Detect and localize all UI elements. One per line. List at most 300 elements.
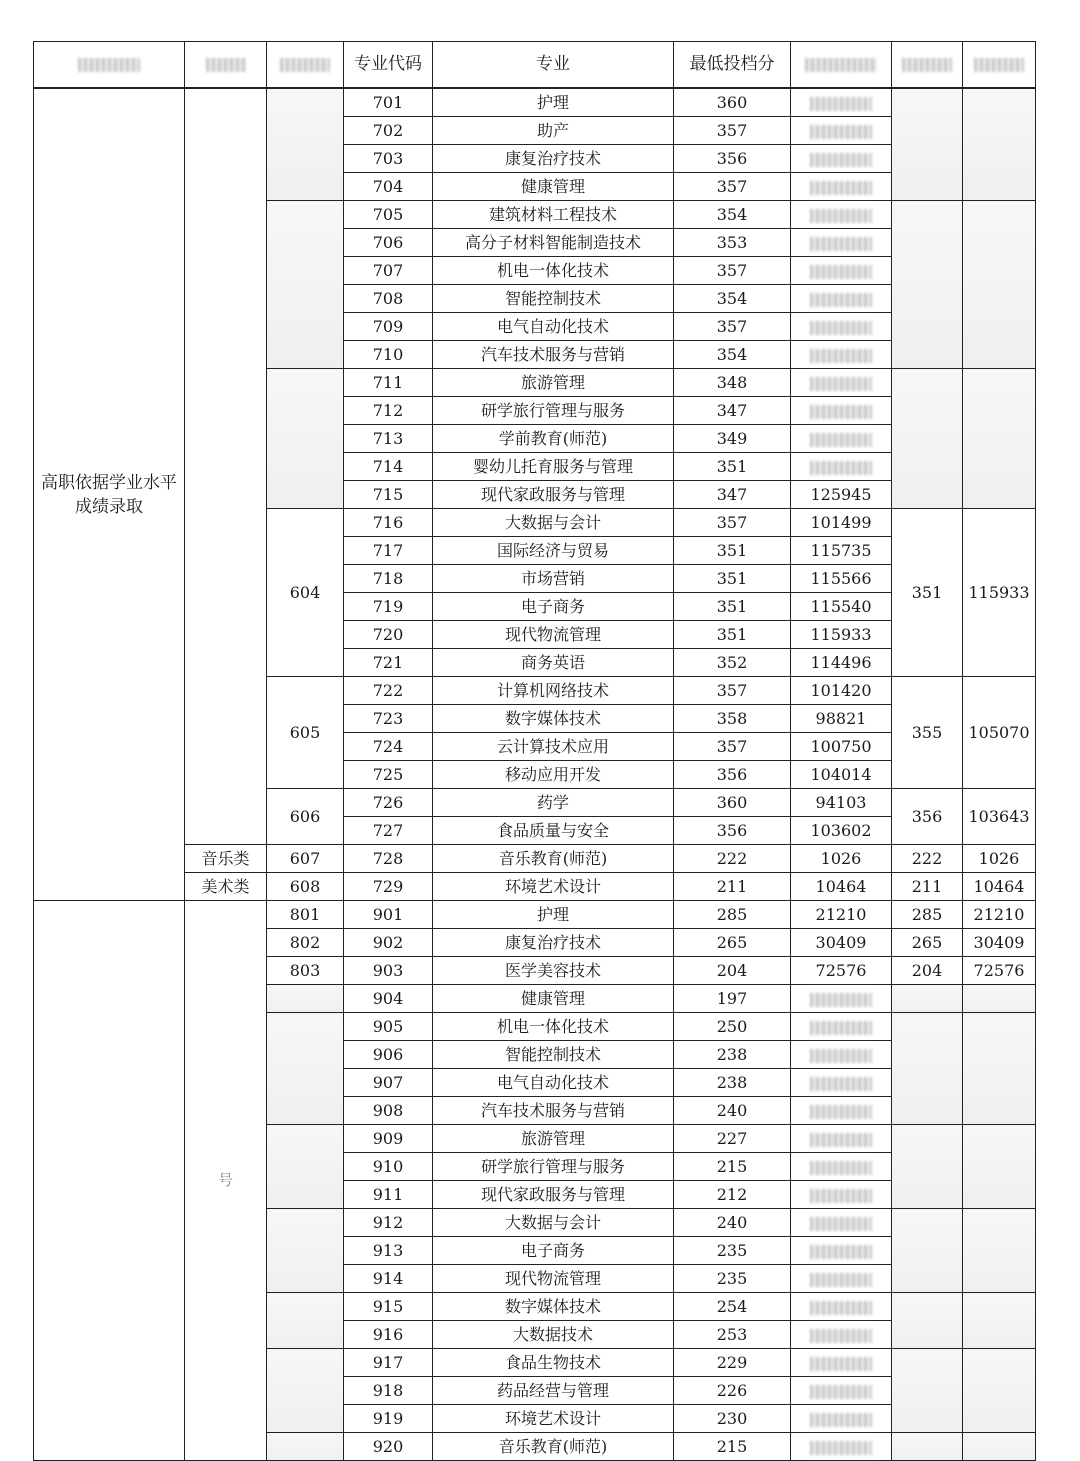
category-music: 音乐类 xyxy=(185,845,267,873)
min-rank: 98821 xyxy=(791,705,892,733)
group-min-score-redacted xyxy=(892,1125,963,1209)
major-name: 护理 xyxy=(433,901,674,929)
major-code: 724 xyxy=(344,733,433,761)
min-score: 357 xyxy=(674,509,791,537)
major-code: 920 xyxy=(344,1433,433,1461)
group-min-rank-redacted xyxy=(963,201,1036,369)
major-name: 电子商务 xyxy=(433,1237,674,1265)
major-code: 726 xyxy=(344,789,433,817)
min-rank-redacted xyxy=(791,1013,892,1041)
min-score: 357 xyxy=(674,313,791,341)
group-code-redacted xyxy=(267,1013,344,1125)
group-min-rank: 103643 xyxy=(963,789,1036,845)
min-rank: 115735 xyxy=(791,537,892,565)
min-score: 347 xyxy=(674,397,791,425)
major-name: 旅游管理 xyxy=(433,369,674,397)
table-row xyxy=(34,845,1036,873)
group-min-score-redacted xyxy=(892,1433,963,1461)
major-name: 电气自动化技术 xyxy=(433,313,674,341)
group-min-score-redacted xyxy=(892,985,963,1013)
major-code: 716 xyxy=(344,509,433,537)
major-code: 715 xyxy=(344,481,433,509)
group-code: 803 xyxy=(267,957,344,985)
min-rank-redacted xyxy=(791,1293,892,1321)
major-name: 婴幼儿托育服务与管理 xyxy=(433,453,674,481)
redacted-mark xyxy=(810,461,872,475)
redacted-mark xyxy=(810,1273,872,1287)
min-rank: 101420 xyxy=(791,677,892,705)
redacted-mark xyxy=(810,125,872,139)
major-name: 大数据与会计 xyxy=(433,509,674,537)
major-name: 智能控制技术 xyxy=(433,285,674,313)
min-rank-redacted xyxy=(791,1153,892,1181)
group-code-redacted xyxy=(267,1209,344,1293)
redacted-mark xyxy=(810,1301,872,1315)
min-score: 204 xyxy=(674,957,791,985)
min-rank-redacted xyxy=(791,1181,892,1209)
group-code-redacted xyxy=(267,985,344,1013)
major-name: 国际经济与贸易 xyxy=(433,537,674,565)
min-score: 352 xyxy=(674,649,791,677)
major-code: 909 xyxy=(344,1125,433,1153)
major-code: 906 xyxy=(344,1041,433,1069)
major-code: 902 xyxy=(344,929,433,957)
min-rank: 104014 xyxy=(791,761,892,789)
min-score: 353 xyxy=(674,229,791,257)
min-score: 360 xyxy=(674,789,791,817)
header-row xyxy=(34,42,1036,89)
min-rank-redacted xyxy=(791,1041,892,1069)
min-score: 285 xyxy=(674,901,791,929)
group-code-redacted xyxy=(267,201,344,369)
min-rank: 10464 xyxy=(791,873,892,901)
redacted-mark xyxy=(810,1329,872,1343)
major-name: 高分子材料智能制造技术 xyxy=(433,229,674,257)
min-rank: 21210 xyxy=(791,901,892,929)
min-score: 230 xyxy=(674,1405,791,1433)
table-row xyxy=(34,88,1036,117)
group-min-score-redacted xyxy=(892,1349,963,1433)
category-art: 美术类 xyxy=(185,873,267,901)
major-name: 现代物流管理 xyxy=(433,1265,674,1293)
min-rank-redacted xyxy=(791,117,892,145)
major-code: 720 xyxy=(344,621,433,649)
major-name: 食品质量与安全 xyxy=(433,817,674,845)
category-mark: 号 xyxy=(185,901,267,1461)
group-min-score: 222 xyxy=(892,845,963,873)
min-rank-redacted xyxy=(791,985,892,1013)
group-min-score-redacted xyxy=(892,88,963,201)
redacted-mark xyxy=(810,1413,872,1427)
group-min-score-redacted xyxy=(892,1209,963,1293)
min-rank-redacted xyxy=(791,341,892,369)
major-name: 食品生物技术 xyxy=(433,1349,674,1377)
major-name: 研学旅行管理与服务 xyxy=(433,1153,674,1181)
min-score: 215 xyxy=(674,1433,791,1461)
min-rank-redacted xyxy=(791,1349,892,1377)
group-min-rank-redacted xyxy=(963,1293,1036,1349)
major-name: 研学旅行管理与服务 xyxy=(433,397,674,425)
redacted-mark xyxy=(810,1441,872,1455)
redacted-mark xyxy=(810,433,872,447)
min-score: 235 xyxy=(674,1265,791,1293)
major-name: 大数据与会计 xyxy=(433,1209,674,1237)
group-min-rank: 115933 xyxy=(963,509,1036,677)
category-cell-blank xyxy=(185,88,267,845)
min-score: 357 xyxy=(674,173,791,201)
group-min-rank-redacted xyxy=(963,1125,1036,1209)
redacted-mark xyxy=(810,349,872,363)
major-name: 移动应用开发 xyxy=(433,761,674,789)
min-score: 240 xyxy=(674,1097,791,1125)
min-score: 227 xyxy=(674,1125,791,1153)
min-rank-redacted xyxy=(791,173,892,201)
major-code: 717 xyxy=(344,537,433,565)
redacted-mark xyxy=(810,377,872,391)
header-major: 专业 xyxy=(433,42,674,89)
min-rank-redacted xyxy=(791,1209,892,1237)
group-code-redacted xyxy=(267,1349,344,1433)
min-score: 349 xyxy=(674,425,791,453)
group-min-score: 355 xyxy=(892,677,963,789)
major-name: 汽车技术服务与营销 xyxy=(433,341,674,369)
min-score: 351 xyxy=(674,565,791,593)
major-code: 914 xyxy=(344,1265,433,1293)
major-code: 710 xyxy=(344,341,433,369)
major-name: 医学美容技术 xyxy=(433,957,674,985)
group-min-rank-redacted xyxy=(963,88,1036,201)
redacted-mark xyxy=(810,993,872,1007)
group-code: 606 xyxy=(267,789,344,845)
redacted-mark xyxy=(810,1189,872,1203)
min-rank-redacted xyxy=(791,88,892,117)
min-rank-redacted xyxy=(791,1321,892,1349)
min-rank: 114496 xyxy=(791,649,892,677)
group-code: 607 xyxy=(267,845,344,873)
redacted-mark xyxy=(810,1105,872,1119)
group-min-rank-redacted xyxy=(963,369,1036,509)
table-row xyxy=(34,901,1036,929)
group-min-rank: 1026 xyxy=(963,845,1036,873)
group-min-score: 265 xyxy=(892,929,963,957)
major-code: 907 xyxy=(344,1069,433,1097)
min-rank-redacted xyxy=(791,145,892,173)
major-name: 智能控制技术 xyxy=(433,1041,674,1069)
major-code: 910 xyxy=(344,1153,433,1181)
min-rank-redacted xyxy=(791,1265,892,1293)
major-code: 709 xyxy=(344,313,433,341)
redacted-mark xyxy=(810,405,872,419)
min-rank-redacted xyxy=(791,1405,892,1433)
min-rank-redacted xyxy=(791,397,892,425)
header-cell-blank-9 xyxy=(963,42,1036,89)
major-code: 722 xyxy=(344,677,433,705)
major-code: 714 xyxy=(344,453,433,481)
min-rank-redacted xyxy=(791,1433,892,1461)
min-rank-redacted xyxy=(791,1125,892,1153)
major-name: 旅游管理 xyxy=(433,1125,674,1153)
group-min-rank-redacted xyxy=(963,1349,1036,1433)
min-rank-redacted xyxy=(791,425,892,453)
major-code: 723 xyxy=(344,705,433,733)
major-name: 康复治疗技术 xyxy=(433,145,674,173)
major-code: 719 xyxy=(344,593,433,621)
major-name: 汽车技术服务与营销 xyxy=(433,1097,674,1125)
major-code: 728 xyxy=(344,845,433,873)
header-major-code: 专业代码 xyxy=(344,42,433,89)
major-name: 数字媒体技术 xyxy=(433,705,674,733)
group-code-redacted xyxy=(267,88,344,201)
min-score: 357 xyxy=(674,117,791,145)
min-score: 358 xyxy=(674,705,791,733)
major-name: 药学 xyxy=(433,789,674,817)
min-score: 351 xyxy=(674,621,791,649)
major-code: 901 xyxy=(344,901,433,929)
group-min-rank-redacted xyxy=(963,1433,1036,1461)
major-code: 727 xyxy=(344,817,433,845)
min-score: 356 xyxy=(674,145,791,173)
min-rank: 115933 xyxy=(791,621,892,649)
min-rank-redacted xyxy=(791,1237,892,1265)
group-min-score: 351 xyxy=(892,509,963,677)
min-score: 238 xyxy=(674,1041,791,1069)
redacted-mark xyxy=(810,181,872,195)
min-score: 235 xyxy=(674,1237,791,1265)
group-min-rank-redacted xyxy=(963,985,1036,1013)
min-rank: 115540 xyxy=(791,593,892,621)
group-code: 608 xyxy=(267,873,344,901)
header-cell-blank-3 xyxy=(267,42,344,89)
redacted-mark xyxy=(810,1021,872,1035)
group-min-score: 285 xyxy=(892,901,963,929)
min-score: 357 xyxy=(674,733,791,761)
min-score: 229 xyxy=(674,1349,791,1377)
group-code: 802 xyxy=(267,929,344,957)
admission-score-table-sheet xyxy=(33,41,1035,1461)
redacted-mark xyxy=(810,1245,872,1259)
major-code: 713 xyxy=(344,425,433,453)
min-rank-redacted xyxy=(791,229,892,257)
header-cell-blank-1 xyxy=(34,42,185,89)
min-score: 357 xyxy=(674,257,791,285)
redacted-mark xyxy=(810,293,872,307)
min-score: 356 xyxy=(674,761,791,789)
major-name: 建筑材料工程技术 xyxy=(433,201,674,229)
min-rank-redacted xyxy=(791,453,892,481)
min-score: 354 xyxy=(674,285,791,313)
major-code: 706 xyxy=(344,229,433,257)
major-name: 计算机网络技术 xyxy=(433,677,674,705)
group-code-redacted xyxy=(267,1293,344,1349)
min-rank-redacted xyxy=(791,313,892,341)
major-name: 护理 xyxy=(433,88,674,117)
min-rank-redacted xyxy=(791,1377,892,1405)
major-code: 915 xyxy=(344,1293,433,1321)
major-name: 健康管理 xyxy=(433,173,674,201)
min-score: 250 xyxy=(674,1013,791,1041)
major-code: 703 xyxy=(344,145,433,173)
major-name: 现代物流管理 xyxy=(433,621,674,649)
major-code: 729 xyxy=(344,873,433,901)
min-rank-redacted xyxy=(791,257,892,285)
min-rank: 1026 xyxy=(791,845,892,873)
min-rank-redacted xyxy=(791,285,892,313)
group-min-rank: 21210 xyxy=(963,901,1036,929)
min-score: 226 xyxy=(674,1377,791,1405)
major-code: 908 xyxy=(344,1097,433,1125)
min-rank: 115566 xyxy=(791,565,892,593)
major-name: 现代家政服务与管理 xyxy=(433,481,674,509)
major-code: 725 xyxy=(344,761,433,789)
major-name: 云计算技术应用 xyxy=(433,733,674,761)
group-code: 604 xyxy=(267,509,344,677)
major-name: 健康管理 xyxy=(433,985,674,1013)
redacted-mark xyxy=(810,1133,872,1147)
major-name: 助产 xyxy=(433,117,674,145)
admission-score-table xyxy=(33,41,1036,1461)
major-code: 712 xyxy=(344,397,433,425)
group-min-score-redacted xyxy=(892,201,963,369)
major-name: 数字媒体技术 xyxy=(433,1293,674,1321)
major-name: 音乐教育(师范) xyxy=(433,845,674,873)
redacted-mark xyxy=(810,237,872,251)
major-code: 705 xyxy=(344,201,433,229)
min-rank-redacted xyxy=(791,201,892,229)
major-code: 704 xyxy=(344,173,433,201)
group-min-rank: 105070 xyxy=(963,677,1036,789)
major-code: 912 xyxy=(344,1209,433,1237)
major-code: 711 xyxy=(344,369,433,397)
min-rank-redacted xyxy=(791,1097,892,1125)
group-code-redacted xyxy=(267,1125,344,1209)
header-min-score: 最低投档分 xyxy=(674,42,791,89)
major-name: 环境艺术设计 xyxy=(433,873,674,901)
major-code: 718 xyxy=(344,565,433,593)
major-name: 电气自动化技术 xyxy=(433,1069,674,1097)
table-row xyxy=(34,873,1036,901)
min-score: 253 xyxy=(674,1321,791,1349)
min-score: 197 xyxy=(674,985,791,1013)
min-score: 351 xyxy=(674,593,791,621)
group-min-score: 204 xyxy=(892,957,963,985)
min-score: 354 xyxy=(674,201,791,229)
header-cell-blank-7 xyxy=(791,42,892,89)
redacted-mark xyxy=(810,1357,872,1371)
min-score: 254 xyxy=(674,1293,791,1321)
min-score: 348 xyxy=(674,369,791,397)
group-code: 605 xyxy=(267,677,344,789)
min-score: 238 xyxy=(674,1069,791,1097)
redacted-mark xyxy=(810,97,872,111)
major-name: 机电一体化技术 xyxy=(433,1013,674,1041)
min-rank: 103602 xyxy=(791,817,892,845)
group-min-rank: 30409 xyxy=(963,929,1036,957)
redacted-mark xyxy=(810,209,872,223)
min-rank: 94103 xyxy=(791,789,892,817)
min-rank: 101499 xyxy=(791,509,892,537)
group-min-score: 356 xyxy=(892,789,963,845)
group-min-score-redacted xyxy=(892,1293,963,1349)
group-code-redacted xyxy=(267,1433,344,1461)
major-code: 919 xyxy=(344,1405,433,1433)
min-rank-redacted xyxy=(791,369,892,397)
min-score: 357 xyxy=(674,677,791,705)
redacted-mark xyxy=(810,321,872,335)
min-score: 354 xyxy=(674,341,791,369)
table-body xyxy=(34,88,1036,1461)
header-cell-blank-8 xyxy=(892,42,963,89)
min-rank: 30409 xyxy=(791,929,892,957)
min-rank-redacted xyxy=(791,1069,892,1097)
redacted-mark xyxy=(810,1077,872,1091)
group-min-rank: 10464 xyxy=(963,873,1036,901)
redacted-mark xyxy=(810,1217,872,1231)
redacted-mark xyxy=(810,265,872,279)
min-score: 351 xyxy=(674,537,791,565)
min-score: 212 xyxy=(674,1181,791,1209)
min-score: 351 xyxy=(674,453,791,481)
min-score: 215 xyxy=(674,1153,791,1181)
major-name: 电子商务 xyxy=(433,593,674,621)
major-code: 911 xyxy=(344,1181,433,1209)
redacted-mark xyxy=(810,1049,872,1063)
group-min-score-redacted xyxy=(892,369,963,509)
major-name: 商务英语 xyxy=(433,649,674,677)
group-min-score-redacted xyxy=(892,1013,963,1125)
group-code-redacted xyxy=(267,369,344,509)
major-name: 环境艺术设计 xyxy=(433,1405,674,1433)
min-score: 360 xyxy=(674,88,791,117)
major-code: 702 xyxy=(344,117,433,145)
major-code: 905 xyxy=(344,1013,433,1041)
major-code: 701 xyxy=(344,88,433,117)
min-score: 347 xyxy=(674,481,791,509)
major-code: 708 xyxy=(344,285,433,313)
major-code: 904 xyxy=(344,985,433,1013)
major-code: 917 xyxy=(344,1349,433,1377)
min-score: 265 xyxy=(674,929,791,957)
group-code: 801 xyxy=(267,901,344,929)
major-name: 音乐教育(师范) xyxy=(433,1433,674,1461)
major-code: 918 xyxy=(344,1377,433,1405)
header-cell-blank-2 xyxy=(185,42,267,89)
major-code: 721 xyxy=(344,649,433,677)
min-score: 240 xyxy=(674,1209,791,1237)
group-min-rank-redacted xyxy=(963,1013,1036,1125)
major-name: 康复治疗技术 xyxy=(433,929,674,957)
major-name: 药品经营与管理 xyxy=(433,1377,674,1405)
major-code: 903 xyxy=(344,957,433,985)
group-min-rank: 72576 xyxy=(963,957,1036,985)
group-min-score: 211 xyxy=(892,873,963,901)
min-score: 222 xyxy=(674,845,791,873)
min-rank: 100750 xyxy=(791,733,892,761)
section-label-b xyxy=(34,901,185,1461)
min-score: 356 xyxy=(674,817,791,845)
major-name: 市场营销 xyxy=(433,565,674,593)
major-code: 707 xyxy=(344,257,433,285)
redacted-mark xyxy=(810,1161,872,1175)
major-code: 913 xyxy=(344,1237,433,1265)
min-rank: 72576 xyxy=(791,957,892,985)
section-label-a: 高职依据学业水平成绩录取 xyxy=(34,88,185,901)
group-min-rank-redacted xyxy=(963,1209,1036,1293)
major-code: 916 xyxy=(344,1321,433,1349)
major-name: 现代家政服务与管理 xyxy=(433,1181,674,1209)
major-name: 学前教育(师范) xyxy=(433,425,674,453)
redacted-mark xyxy=(810,153,872,167)
min-score: 211 xyxy=(674,873,791,901)
